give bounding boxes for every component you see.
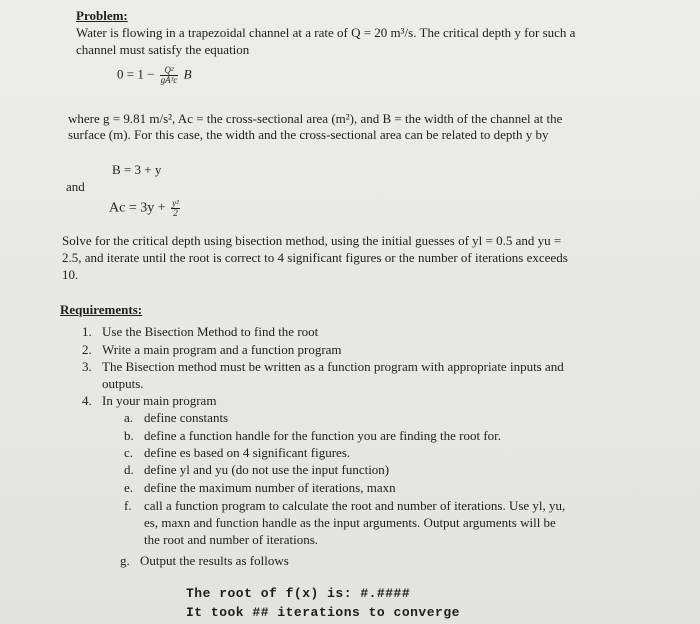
fraction-denominator: gA³c [160,75,178,85]
requirement-number: 1. [82,324,92,339]
area-equation [109,199,182,218]
where-text-line-2: surface (m). For this case, the width and the cross-sectional area can be related to depth y by [68,127,549,142]
fraction-numerator: Q² [160,66,179,76]
sub-requirement-text: define a function handle for the function you are finding the root for. [144,428,502,443]
and-word: and [66,179,85,194]
solve-text-line-3: 10. [62,267,79,282]
sub-requirement-letter: b. [124,428,134,443]
requirement-number: 4. [82,393,92,408]
requirement-text: The Bisection method must be written as a function program with appropriate inputs and [102,359,564,374]
requirement-number: 3. [82,359,92,374]
sub-requirement-letter: f. [124,498,132,513]
requirement-text: Use the Bisection Method to find the root [102,324,319,339]
sub-requirement-letter: c. [124,445,134,460]
requirement-text: Write a main program and a function program [102,342,342,357]
area-equation-left: Ac = 3y + [109,200,166,216]
area-fraction [171,199,180,218]
sub-requirement-letter: e. [124,480,134,495]
where-text-line-1: where g = 9.81 m/s², Ac = the cross-sectional area (m²), and B = the width of the channel at the [68,111,563,126]
equation-left: 0 = 1 − [117,66,155,82]
sub-requirement-text: define the maximum number of iterations, maxn [144,480,396,495]
sub-requirement-text: define es based on 4 significant figures. [144,445,351,460]
sub-requirement-text: Output the results as follows [140,553,289,568]
sub-requirement-letter: a. [124,410,134,425]
sub-requirement-text: define yl and yu (do not use the input function) [144,462,390,477]
problem-text-line-1: Water is flowing in a trapezoidal channel at a rate of Q = 20 m³/s. The critical depth y for such a [76,25,576,40]
requirement-text-continued: outputs. [102,376,144,391]
sub-requirement-letter: d. [124,462,134,477]
critical-depth-equation [117,66,192,85]
problem-text-line-2: channel must satisfy the equation [76,42,250,57]
sub-requirement-text: define constants [144,410,229,425]
requirements-heading: Requirements: [60,302,143,317]
area-fraction-denominator: 2 [173,208,178,218]
problem-heading: Problem: [76,8,128,23]
equation-right: B [183,66,192,82]
requirement-text: In your main program [102,393,217,408]
requirement-number: 2. [82,342,92,357]
sub-requirement-letter: g. [120,553,130,568]
equation-fraction [160,66,179,85]
sub-requirement-text: call a function program to calculate the root and number of iterations. Use yl, yu, [144,498,566,513]
width-equation: B = 3 + y [112,162,162,177]
sub-requirement-text-continued: the root and number of iterations. [144,532,319,547]
sample-output-line-2: It took ## iterations to converge [186,605,460,620]
solve-text-line-2: 2.5, and iterate until the root is correct to 4 significant figures or the number of iterations exceeds [62,250,568,265]
sample-output-line-1: The root of f(x) is: #.#### [186,586,411,601]
solve-text-line-1: Solve for the critical depth using bisection method, using the initial guesses of yl = 0.5 and yu = [62,233,562,248]
area-fraction-numerator: y² [172,198,179,208]
sub-requirement-text-continued: es, maxn and function handle as the input arguments. Output arguments will be [144,515,556,530]
